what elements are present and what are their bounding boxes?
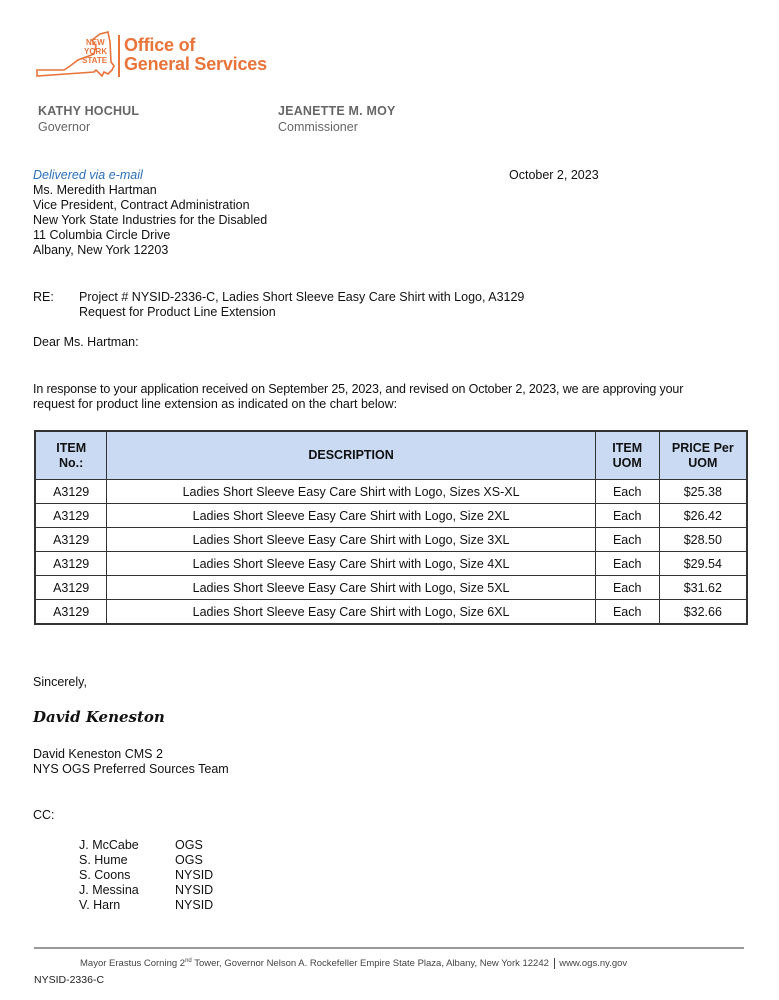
cell-uom: Each bbox=[595, 576, 659, 600]
recipient-street: 11 Columbia Circle Drive bbox=[33, 228, 171, 242]
cell-description: Ladies Short Sleeve Easy Care Shirt with Logo, Size 3XL bbox=[107, 528, 595, 552]
cell-price: $29.54 bbox=[659, 552, 747, 576]
table-header-row bbox=[35, 431, 747, 480]
state-label-york: YORK bbox=[84, 47, 108, 56]
cell-description: Ladies Short Sleeve Easy Care Shirt with Logo, Size 5XL bbox=[107, 576, 595, 600]
cell-description: Ladies Short Sleeve Easy Care Shirt with Logo, Size 6XL bbox=[107, 600, 595, 625]
governor-title: Governor bbox=[38, 120, 91, 134]
cell-price: $28.50 bbox=[659, 528, 747, 552]
table-row bbox=[35, 552, 747, 576]
header-item-no: ITEM No.: bbox=[35, 431, 107, 480]
state-label-state: STATE bbox=[82, 56, 108, 65]
cell-item: A3129 bbox=[35, 600, 107, 625]
cell-uom: Each bbox=[595, 480, 659, 504]
salutation: Dear Ms. Hartman: bbox=[33, 335, 139, 349]
office-name-line2: General Services bbox=[124, 54, 267, 74]
state-label-new: NEW bbox=[86, 38, 105, 47]
header-price-per-uom: PRICE Per UOM bbox=[659, 431, 747, 480]
cell-uom: Each bbox=[595, 600, 659, 625]
cell-price: $32.66 bbox=[659, 600, 747, 625]
cc-label: CC: bbox=[33, 808, 55, 822]
re-label: RE: bbox=[33, 290, 54, 304]
cell-price: $31.62 bbox=[659, 576, 747, 600]
letter-date: October 2, 2023 bbox=[509, 168, 599, 182]
table-row bbox=[35, 576, 747, 600]
product-table bbox=[34, 430, 748, 625]
table-row bbox=[35, 504, 747, 528]
cell-price: $26.42 bbox=[659, 504, 747, 528]
re-subject-line2: Request for Product Line Extension bbox=[79, 305, 276, 319]
cell-description: Ladies Short Sleeve Easy Care Shirt with Logo, Size 2XL bbox=[107, 504, 595, 528]
cell-item: A3129 bbox=[35, 552, 107, 576]
cell-uom: Each bbox=[595, 528, 659, 552]
governor-name: KATHY HOCHUL bbox=[38, 104, 140, 118]
cell-description: Ladies Short Sleeve Easy Care Shirt with Logo, Sizes XS-XL bbox=[107, 480, 595, 504]
cell-item: A3129 bbox=[35, 480, 107, 504]
cc-entry: V. Harn NYSID bbox=[79, 898, 214, 912]
commissioner-title: Commissioner bbox=[278, 120, 358, 134]
table-row bbox=[35, 600, 747, 625]
closing: Sincerely, bbox=[33, 675, 87, 689]
signer-team: NYS OGS Preferred Sources Team bbox=[33, 762, 229, 776]
cell-item: A3129 bbox=[35, 504, 107, 528]
cell-description: Ladies Short Sleeve Easy Care Shirt with Logo, Size 4XL bbox=[107, 552, 595, 576]
footer-divider bbox=[34, 947, 744, 949]
delivery-note: Delivered via e-mail bbox=[33, 168, 143, 182]
cc-entry: J. Messina NYSID bbox=[79, 883, 214, 897]
cell-item: A3129 bbox=[35, 528, 107, 552]
cc-list bbox=[79, 838, 213, 913]
recipient-name: Ms. Meredith Hartman bbox=[33, 183, 157, 197]
cell-item: A3129 bbox=[35, 576, 107, 600]
office-name-line1: Office of bbox=[124, 35, 196, 55]
table-row bbox=[35, 528, 747, 552]
re-subject-line1: Project # NYSID-2336-C, Ladies Short Sleeve Easy Care Shirt with Logo, A3129 bbox=[79, 290, 525, 304]
recipient-organization: New York State Industries for the Disabled bbox=[33, 213, 268, 227]
header-item-uom: ITEM UOM bbox=[595, 431, 659, 480]
signature: David Keneston bbox=[33, 708, 165, 726]
cc-entry: S. Hume OGS bbox=[79, 853, 203, 867]
footer-separator bbox=[554, 958, 555, 969]
document-id: NYSID-2336-C bbox=[34, 974, 105, 986]
table-row bbox=[35, 480, 747, 504]
body-paragraph-line2: request for product line extension as indicated on the chart below: bbox=[33, 397, 398, 411]
footer-address: Mayor Erastus Corning 2nd Tower, Governor Nelson A. Rockefeller Empire State Plaza, Albany, New York 12242 www.ogs.ny.gov bbox=[80, 958, 628, 970]
signer-name: David Keneston CMS 2 bbox=[33, 747, 163, 761]
cell-uom: Each bbox=[595, 552, 659, 576]
cc-entry: S. Coons NYSID bbox=[79, 868, 214, 882]
recipient-title: Vice President, Contract Administration bbox=[33, 198, 250, 212]
logo-divider bbox=[118, 35, 120, 77]
body-paragraph-line1: In response to your application received on September 25, 2023, and revised on October 2, 2023, we are approving your bbox=[33, 382, 684, 396]
footer-website-link[interactable]: www.ogs.ny.gov bbox=[559, 958, 628, 970]
cell-uom: Each bbox=[595, 504, 659, 528]
commissioner-name: JEANETTE M. MOY bbox=[278, 104, 396, 118]
cc-entry: J. McCabe OGS bbox=[79, 838, 203, 852]
recipient-city: Albany, New York 12203 bbox=[33, 243, 169, 257]
cell-price: $25.38 bbox=[659, 480, 747, 504]
header-description: DESCRIPTION bbox=[107, 431, 595, 480]
